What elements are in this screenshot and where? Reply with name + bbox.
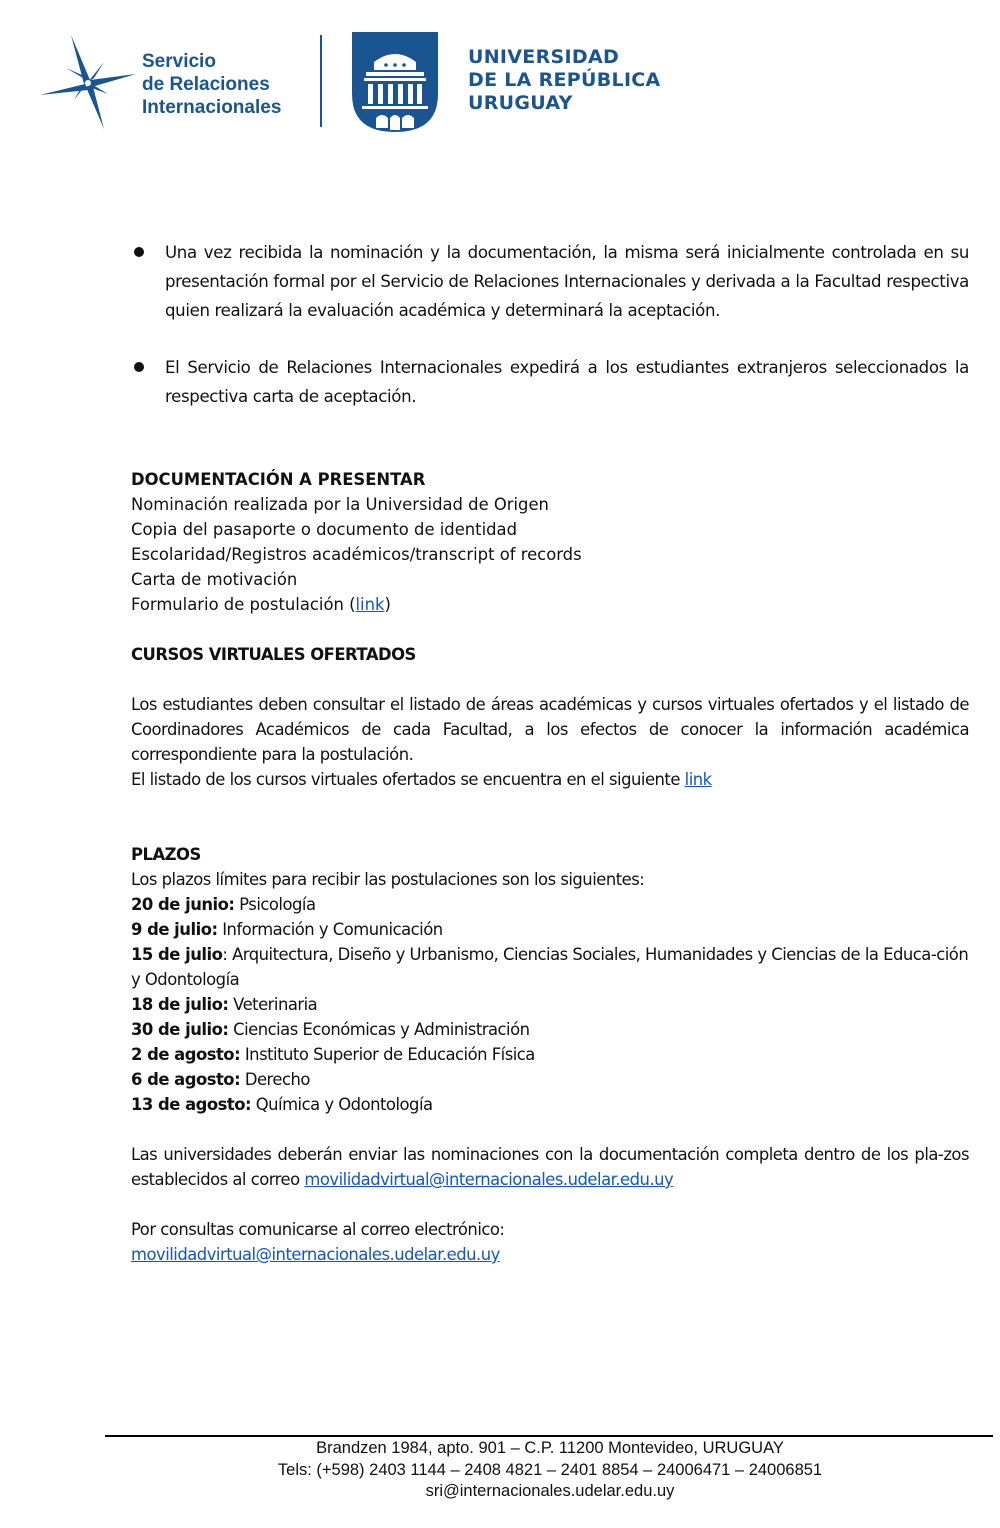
deadline-item <box>131 917 969 942</box>
bullet-text: El Servicio de Relaciones Internacionales expedirá a los estudiantes extranjeros seleccionados la respectiva carta de aceptación. <box>165 358 969 406</box>
deadline-date: 20 de junio: <box>131 895 235 914</box>
bullet-item <box>99 238 969 325</box>
sri-logo-text <box>142 50 281 119</box>
deadline-faculty: Ciencias Económicas y Administración <box>228 1020 530 1039</box>
bullet-icon <box>134 362 144 372</box>
section-title: DOCUMENTACIÓN A PRESENTAR <box>131 470 426 489</box>
section-title: CURSOS VIRTUALES OFERTADOS <box>131 645 416 664</box>
deadline-faculty: Veterinaria <box>228 995 318 1014</box>
letterhead <box>0 0 1000 150</box>
footer-address: Brandzen 1984, apto. 901 – C.P. 11200 Montevideo, URUGUAY <box>316 1439 784 1457</box>
header-divider <box>320 35 322 127</box>
application-form-link[interactable]: link <box>355 595 385 614</box>
deadline-date: 30 de julio: <box>131 1020 229 1039</box>
submission-email-link[interactable]: movilidadvirtual@internacionales.udelar.edu.uy <box>304 1170 674 1189</box>
university-building-shield-icon <box>352 32 438 132</box>
deadline-item <box>131 942 969 992</box>
document-body <box>131 238 969 1267</box>
udelar-logo-line: UNIVERSIDAD <box>468 46 620 68</box>
document-item: Nominación realizada por la Universidad de Origen <box>131 495 549 514</box>
bullet-icon <box>134 247 144 257</box>
courses-paragraph: Los estudiantes deben consultar el listado de áreas académicas y cursos virtuales ofertados y el listado de Coordinadores Académicos de cada Facultad, a los efectos de conocer la información académica correspondiente para la postulación. <box>131 695 969 764</box>
udelar-logo-text <box>468 46 661 115</box>
deadline-faculty: Información y Comunicación <box>217 920 443 939</box>
form-suffix: ) <box>384 595 391 614</box>
footer-divider <box>105 1435 993 1437</box>
deadline-faculty: Derecho <box>240 1070 310 1089</box>
deadline-item <box>131 1067 969 1092</box>
deadline-faculty: : Arquitectura, Diseño y Urbanismo, Ciencias Sociales, Humanidades y Ciencias de la Educa-ción y Odontología <box>131 945 969 989</box>
deadline-item <box>131 1042 969 1067</box>
inquiries-email-link[interactable]: movilidadvirtual@internacionales.udelar.edu.uy <box>131 1245 500 1264</box>
document-item: Carta de motivación <box>131 570 298 589</box>
deadline-item <box>131 992 969 1017</box>
procedure-bullets <box>0 238 969 411</box>
courses-list-line <box>131 767 969 792</box>
deadline-date: 9 de julio: <box>131 920 218 939</box>
courses-list-link[interactable]: link <box>684 770 712 789</box>
submission-text: Las universidades deberán enviar las nominaciones con la documentación completa dentro de los pla-zos establecidos al correo <box>131 1145 969 1189</box>
form-label: Formulario de postulación ( <box>131 595 356 614</box>
deadlines-intro: Los plazos límites para recibir las postulaciones son los siguientes: <box>131 870 645 889</box>
udelar-logo-line: DE LA REPÚBLICA <box>468 69 661 91</box>
bullet-text: Una vez recibida la nominación y la documentación, la misma será inicialmente controlada en su presentación formal por el Servicio de Relaciones Internacionales y derivada a la Facultad respectiva quien realizará la evaluación académica y determinará la aceptación. <box>165 243 969 320</box>
udelar-logo-line: URUGUAY <box>468 92 573 114</box>
deadline-faculty: Química y Odontología <box>251 1095 433 1114</box>
compass-star-icon <box>38 32 138 132</box>
document-item: Escolaridad/Registros académicos/transcript of records <box>131 545 582 564</box>
deadline-item <box>131 1017 969 1042</box>
courses-section <box>131 642 969 792</box>
deadline-date: 18 de julio: <box>131 995 229 1014</box>
deadline-date: 6 de agosto: <box>131 1070 241 1089</box>
deadline-faculty: Instituto Superior de Educación Física <box>240 1045 535 1064</box>
sri-logo-line: de Relaciones <box>142 74 270 95</box>
footer-phones: Tels: (+598) 2403 1144 – 2408 4821 – 2401 8854 – 24006471 – 24006851 <box>277 1460 823 1479</box>
deadline-date: 2 de agosto: <box>131 1045 241 1064</box>
bullet-item <box>99 353 969 411</box>
section-title: PLAZOS <box>131 845 201 864</box>
document-item <box>131 592 969 617</box>
documentation-section <box>131 467 969 617</box>
deadline-item <box>131 1092 969 1117</box>
footer-email: sri@internacionales.udelar.edu.uy <box>425 1482 675 1500</box>
sri-logo-line: Internacionales <box>142 97 282 118</box>
document-item: Copia del pasaporte o documento de identidad <box>131 520 517 539</box>
submission-paragraph <box>131 1142 969 1192</box>
deadline-date: 13 de agosto: <box>131 1095 252 1114</box>
deadline-item <box>131 892 969 917</box>
inquiries-paragraph <box>131 1217 969 1267</box>
sri-logo-line: Servicio <box>142 51 216 72</box>
deadline-faculty: Psicología <box>234 895 316 914</box>
deadline-date: 15 de julio <box>131 945 223 964</box>
deadlines-section <box>131 842 969 1267</box>
courses-list-text: El listado de los cursos virtuales ofertados se encuentra en el siguiente <box>131 770 685 789</box>
footer <box>100 1438 1000 1503</box>
inquiries-text: Por consultas comunicarse al correo electrónico: <box>131 1220 505 1239</box>
